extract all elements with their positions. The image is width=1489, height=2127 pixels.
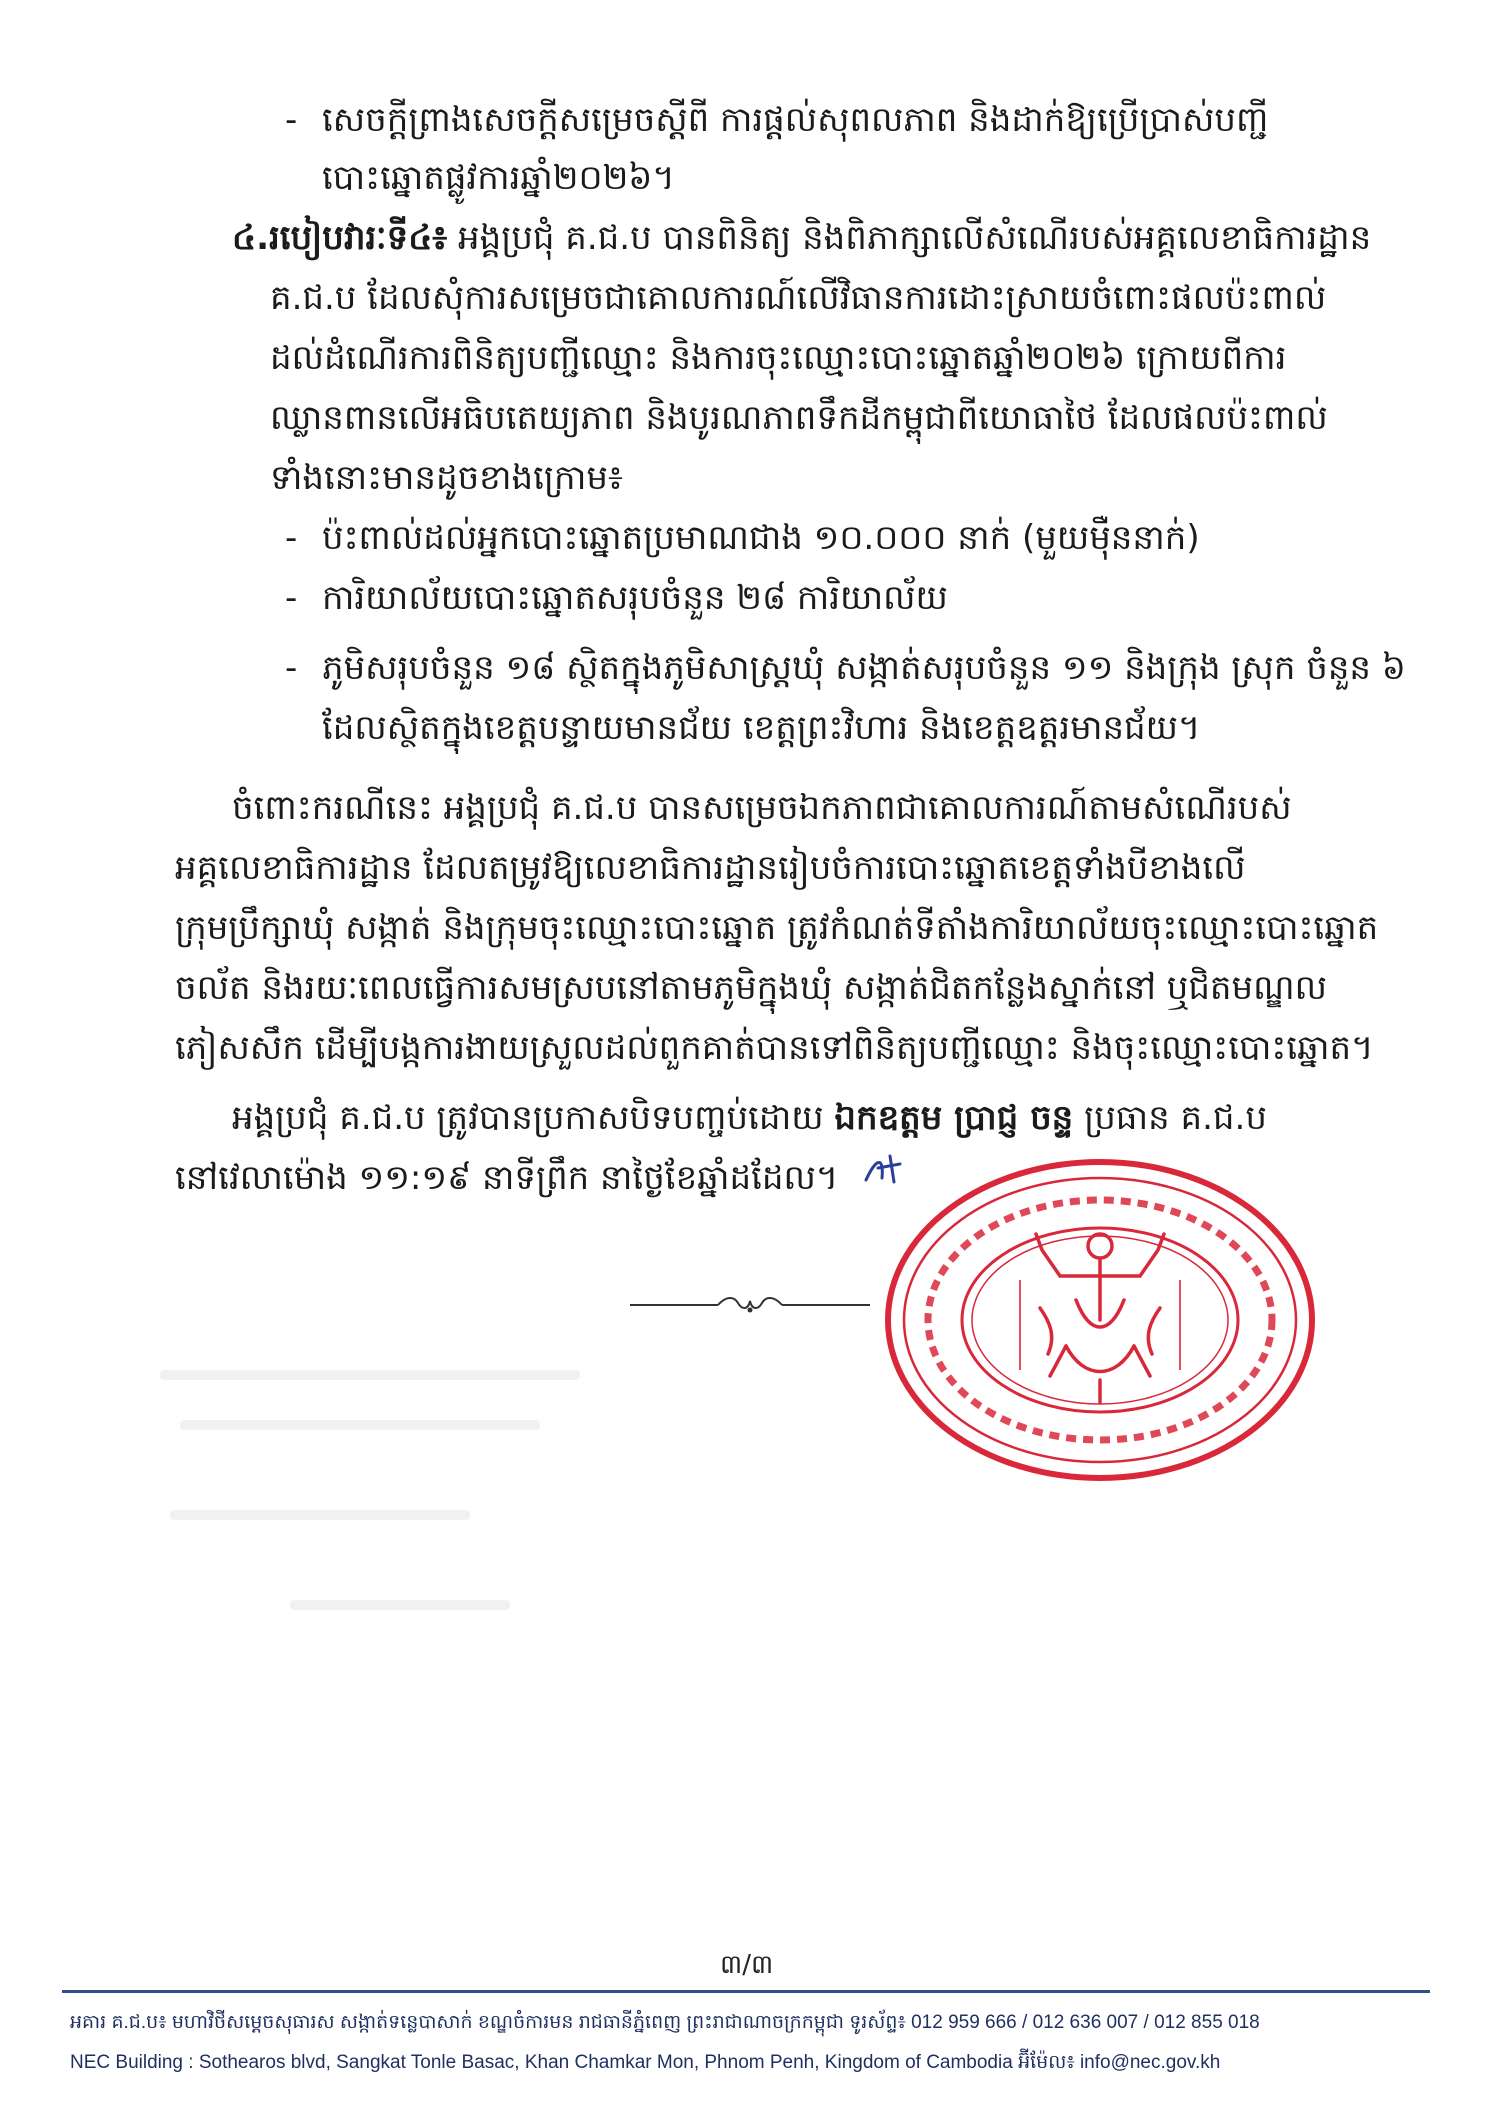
closing-text-pre: អង្គប្រជុំ គ.ជ.ប ត្រូវបានប្រកាសបិទបញ្ចប់ដោយ bbox=[232, 1098, 824, 1138]
bullet-dash: - bbox=[285, 648, 298, 688]
agenda-4-text: អង្គប្រជុំ គ.ជ.ប បានពិនិត្យ និងពិភាក្សាលើសំណើរបស់អគ្គលេខាធិការដ្ឋាន bbox=[458, 218, 1372, 258]
agenda-4-line-4: ឈ្លានពានលើអធិបតេយ្យភាព និងបូរណភាពទឹកដីកម្ពុជាពីយោធាថៃ ដែលផលប៉ះពាល់ bbox=[270, 398, 1328, 438]
footer-divider bbox=[62, 1990, 1430, 1993]
agenda-4-line-3: ដល់ដំណើរការពិនិត្យបញ្ជីឈ្មោះ និងការចុះឈ្មោះបោះឆ្នោតឆ្នាំ២០២៦ ក្រោយពីការ bbox=[270, 338, 1287, 378]
decision-line-1: ចំពោះករណីនេះ អង្គប្រជុំ គ.ជ.ប បានសម្រេចឯកភាពជាគោលការណ៍តាមសំណើរបស់ bbox=[232, 788, 1292, 828]
bleed-through-mark bbox=[290, 1600, 510, 1610]
bullet-dash: - bbox=[285, 518, 298, 558]
impact-polling-offices: ការិយាល័យបោះឆ្នោតសរុបចំនួន ២៨ ការិយាល័យ bbox=[322, 578, 948, 618]
president-name: ឯកឧត្តម ប្រាជ្ញ ចន្ទ bbox=[834, 1098, 1074, 1138]
bleed-through-mark bbox=[160, 1370, 580, 1380]
divider-flourish-icon bbox=[630, 1290, 870, 1320]
official-seal-stamp bbox=[870, 1150, 1330, 1490]
agenda-4-line-2: គ.ជ.ប ដែលសុំការសម្រេចជាគោលការណ៍លើវិធានការដោះស្រាយចំពោះផលប៉ះពាល់ bbox=[270, 278, 1327, 318]
impact-villages-line-2: ដែលស្ថិតក្នុងខេត្តបន្ទាយមានជ័យ ខេត្តព្រះវិហារ និងខេត្តឧត្តរមានជ័យ។ bbox=[322, 708, 1201, 748]
bullet-dash: - bbox=[285, 100, 298, 140]
bleed-through-mark bbox=[180, 1420, 540, 1430]
top-item-line-2: បោះឆ្នោតផ្លូវការឆ្នាំ២០២៦។ bbox=[322, 158, 675, 198]
closing-line-2: នៅវេលាម៉ោង ១១:១៩ នាទីព្រឹក នាថ្ងៃខែឆ្នាំដដែល។ bbox=[175, 1158, 839, 1198]
footer-address-english: NEC Building : Sothearos blvd, Sangkat Tonle Basac, Khan Chamkar Mon, Phnom Penh, Kingdom of Cambodia អ៊ីម៉ែល៖ info@nec.gov.kh bbox=[70, 2052, 1221, 2073]
page-number: ៣/៣ bbox=[720, 1950, 774, 1980]
closing-line-1 bbox=[232, 1094, 1267, 1142]
top-item-line-1: សេចក្តីព្រាងសេចក្តីសម្រេចស្តីពី ការផ្តល់សុពលភាព និងដាក់ឱ្យប្រើប្រាស់បញ្ជី bbox=[322, 100, 1269, 140]
agenda-4-line-1 bbox=[232, 214, 1371, 262]
decision-line-3: ក្រុមប្រឹក្សាឃុំ សង្កាត់ និងក្រុមចុះឈ្មោះបោះឆ្នោត ត្រូវកំណត់ទីតាំងការិយាល័យចុះឈ្មោះបោះឆ្នោត bbox=[175, 908, 1379, 948]
agenda-4-line-5: ទាំងនោះមានដូចខាងក្រោម៖ bbox=[270, 458, 623, 498]
impact-villages-line-1: ភូមិសរុបចំនួន ១៨ ស្ថិតក្នុងភូមិសាស្ត្រឃុំ សង្កាត់សរុបចំនួន ១១ និងក្រុង ស្រុក ចំនួន ៦ bbox=[322, 648, 1406, 688]
decision-line-4: ចល័ត និងរយៈពេលធ្វើការសមស្របនៅតាមភូមិក្នុងឃុំ សង្កាត់ជិតកន្លែងស្នាក់នៅ ឬជិតមណ្ឌល bbox=[175, 968, 1327, 1008]
closing-text-post: ប្រធាន គ.ជ.ប bbox=[1084, 1098, 1267, 1138]
impact-voters: ប៉ះពាល់ដល់អ្នកបោះឆ្នោតប្រមាណជាង ១០.០០០ នាក់ (មួយម៉ឺននាក់) bbox=[322, 518, 1200, 558]
bullet-dash: - bbox=[285, 578, 298, 618]
decision-line-2: អគ្គលេខាធិការដ្ឋាន ដែលតម្រូវឱ្យលេខាធិការដ្ឋានរៀបចំការបោះឆ្នោតខេត្តទាំងបីខាងលើ bbox=[175, 848, 1246, 888]
decision-line-5: ភៀសសឹក ដើម្បីបង្កការងាយស្រួលដល់ពួកគាត់បានទៅពិនិត្យបញ្ជីឈ្មោះ និងចុះឈ្មោះបោះឆ្នោត។ bbox=[175, 1028, 1374, 1068]
agenda-4-label: ៤.របៀបវារៈទី៤៖ bbox=[232, 218, 448, 258]
bleed-through-mark bbox=[170, 1510, 470, 1520]
footer-address-khmer: អគារ គ.ជ.ប៖ មហាវិថីសម្តេចសុធារស សង្កាត់ទន្លេបាសាក់ ខណ្ឌចំការមន រាជធានីភ្នំពេញ ព្រះរាជាណាចក្រកម្ពុជា ទូរស័ព្ទ៖ 012 959 666 / 012 636 007 / 012 855 018 bbox=[70, 2012, 1260, 2033]
